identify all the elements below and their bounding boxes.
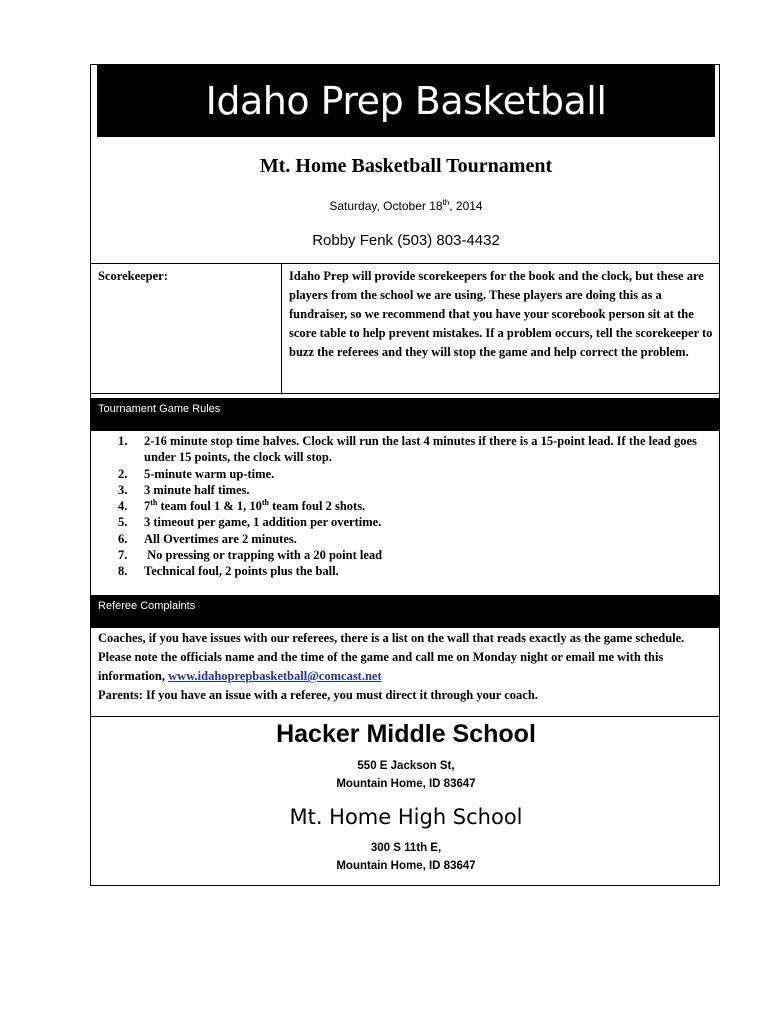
referee-header xyxy=(91,595,719,628)
scorekeeper-label: Scorekeeper: xyxy=(98,269,168,283)
list-item: 8. Technical foul, 2 points plus the ball. xyxy=(118,564,339,579)
contact-info: Robby Fenk (503) 803-4432 xyxy=(312,232,500,249)
table-divider xyxy=(281,263,282,393)
tournament-name: Mt. Home Basketball Tournament xyxy=(259,155,553,177)
scorekeeper-text: Idaho Prep will provide scorekeepers for the book and the clock, but these are players from the school we are using. These players are doing this as a fundraiser, so we recommend that you have your scorebook person sit at the score table to help prevent mistakes. If a problem occurs, tell the scorekeeper to buzz the referees and they will stop the game and help correct the problem. xyxy=(289,269,713,359)
divider xyxy=(91,716,719,717)
page-title: Idaho Prep Basketball xyxy=(97,65,715,137)
list-item: 4. 7th team foul 1 & 1, 10th team foul 2 shots. xyxy=(118,498,366,514)
venue-name: Hacker Middle School xyxy=(276,720,536,748)
list-item: 6. All Overtimes are 2 minutes. xyxy=(118,531,297,546)
venue-street: 300 S 11th E, xyxy=(370,842,442,854)
divider xyxy=(91,263,719,264)
venue-street: 550 E Jackson St, xyxy=(357,760,455,772)
parents-note: Parents: If you have an issue with a referee, you must direct it through your coach. xyxy=(98,688,538,702)
referee-complaints-text: Coaches, if you have issues with our referees, there is a list on the wall that reads exactly as the game schedule. Please note the officials name and the time of the game and call me on Monday night or email me with this information, www.idahoprepbasketball@comcast.net Parents: If you have an issue with a referee, you must direct it through your coach. xyxy=(98,631,685,702)
tournament-flyer xyxy=(90,64,720,886)
divider xyxy=(91,393,719,394)
rules-header-label: Tournament Game Rules xyxy=(98,403,221,415)
referee-header-label: Referee Complaints xyxy=(98,600,196,612)
list-item: 3. 3 minute half times. xyxy=(118,482,250,497)
date-prefix: Saturday, October 18 xyxy=(329,199,443,213)
date-year: , 2014 xyxy=(449,199,483,213)
tournament-date xyxy=(91,198,721,213)
rules-list xyxy=(118,433,713,580)
list-item: 1. 2-16 minute stop time halves. Clock will run the last 4 minutes if there is a 15-point lead. If the lead goes under 15 points, the clock will stop. xyxy=(118,434,697,465)
venue-name: Mt. Home High School xyxy=(289,805,523,829)
date-ordinal: th xyxy=(442,198,450,207)
list-item: 5. 3 timeout per game, 1 addition per overtime. xyxy=(118,515,382,530)
list-item: 2. 5-minute warm up-time. xyxy=(118,466,275,481)
list-item: 7. No pressing or trapping with a 20 point lead xyxy=(118,548,383,563)
venue-city: Mountain Home, ID 83647 xyxy=(336,860,476,872)
venue-city: Mountain Home, ID 83647 xyxy=(336,778,476,790)
email-link[interactable]: www.idahoprepbasketball@comcast.net xyxy=(168,669,382,683)
rules-header xyxy=(91,398,719,431)
